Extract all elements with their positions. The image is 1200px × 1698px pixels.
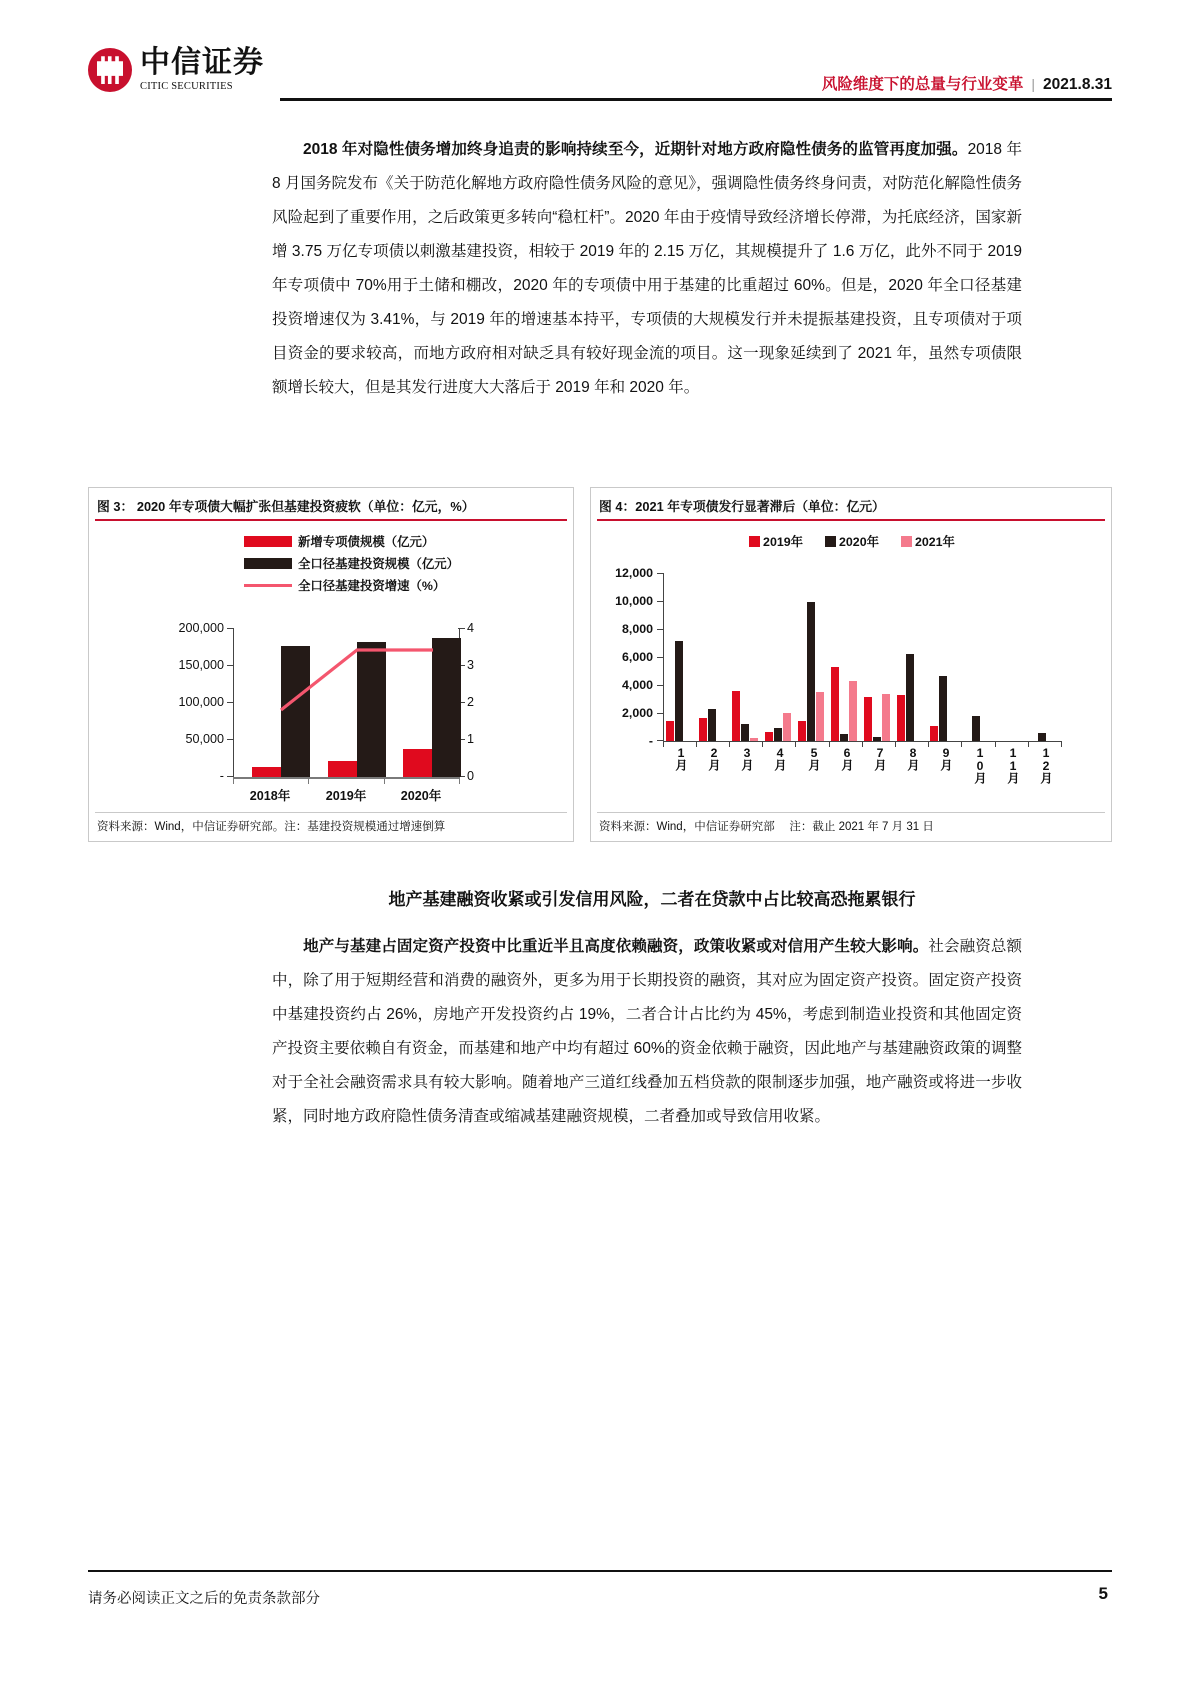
x-axis-tick [1061, 741, 1062, 747]
y-axis-label: 12,000 [615, 566, 653, 580]
bar-2021-jun [849, 681, 857, 741]
x-axis-label: 6月 [840, 746, 854, 771]
x-axis-label: 5月 [807, 746, 821, 771]
bar-2019-mar [732, 691, 740, 741]
page-number: 5 [1098, 1584, 1108, 1603]
bar-2020-apr [774, 728, 782, 741]
legend-swatch-icon [244, 536, 292, 547]
secondary-y-axis-label: 0 [467, 769, 475, 783]
header-title-group [822, 72, 1112, 94]
legend-item-2021 [901, 532, 955, 550]
y-axis-label: 100,000 [178, 695, 224, 709]
x-axis-tick [895, 741, 896, 747]
x-axis-label: 12月 [1039, 746, 1053, 784]
bar-2021-mar [750, 738, 758, 741]
bar-2020-jun [840, 734, 848, 741]
y-axis-label: 6,000 [621, 650, 653, 664]
y-axis-label: 10,000 [615, 594, 653, 608]
x-axis-tick [862, 741, 863, 747]
bar-2020-aug [906, 654, 914, 741]
bar-2020-feb [708, 709, 716, 741]
figure-3 [88, 487, 574, 842]
bar-2019-apr [765, 732, 773, 741]
x-axis-label: 9月 [939, 746, 953, 771]
y-axis-label: - [219, 769, 224, 783]
legend-label: 2021年 [914, 535, 955, 549]
x-axis-label: 4月 [773, 746, 787, 771]
bar-2019-aug [897, 695, 905, 741]
x-axis-tick [795, 741, 796, 747]
x-axis-label: 11月 [1006, 746, 1020, 784]
bar-2019-jan [666, 721, 674, 741]
legend-item-2020 [825, 532, 879, 550]
legend-item-infra-investment-growth [244, 574, 459, 596]
report-title: 风险维度下的总量与行业变革 [821, 76, 1024, 93]
legend-swatch-icon [901, 536, 912, 547]
page-header [0, 0, 1200, 120]
y-axis-label: 150,000 [178, 658, 224, 672]
logo-english-name: CITIC SECURITIES [140, 81, 233, 92]
bar-2021-apr [783, 713, 791, 741]
report-date: 2021.8.31 [1043, 76, 1112, 93]
figure-3-legend [244, 530, 459, 596]
x-axis-tick [1028, 741, 1029, 747]
figures-row [88, 487, 1112, 842]
bar-2020-jul [873, 737, 881, 741]
secondary-y-axis-label: 1 [467, 732, 475, 746]
paragraph-2 [272, 930, 1022, 1134]
paragraph-1 [272, 133, 1022, 405]
paragraph-1-body: 2018 年 8 月国务院发布《关于防范化解地方政府隐性债务风险的意见》，强调隐性债务终身问责，对防范化解隐性债务风险起到了重要作用，之后政策更多转向“稳杠杆”。2020 年由于疫情导致经济增长停滞，为托底经济，国家新增 3.75 万亿专项债以刺激基建投资，相较于 2019 年的 2.15 万亿，其规模提升了 1.6 万亿，此外不同于 2019 年专项债中 70%用于土储和棚改，2020 年的专项债中用于基建的比重超过 60%。但是，2020 年全口径基建投资增速仅为 3.41%，与 2019 年的增速基本持平，专项债的大规模发行并未提振基建投资，且专项债对于项目资金的要求较高，而地方政府相对缺乏具有较好现金流的项目。这一现象延续到了 2021 年，虽然专项债限额增长较大，但是其发行进度大大落后于 2019 年和 2020 年。 [272, 141, 1022, 396]
figure-3-caption-rule [95, 519, 567, 521]
x-axis-tick [961, 741, 962, 747]
legend-label: 全口径基建投资规模（亿元） [298, 557, 460, 571]
x-axis-tick [696, 741, 697, 747]
footer-disclaimer: 请务必阅读正文之后的免责条款部分 [88, 1591, 320, 1607]
legend-label: 全口径基建投资增速（%） [298, 579, 446, 593]
figure-4-legend [591, 532, 1113, 550]
bar-2019-feb [699, 718, 707, 741]
x-axis-tick [729, 741, 730, 747]
y-axis-label: 4,000 [621, 678, 653, 692]
secondary-y-axis-label: 2 [467, 695, 475, 709]
secondary-y-axis-label: 4 [467, 621, 475, 635]
bar-2019-sep [930, 726, 938, 741]
x-axis-label: 2月 [707, 746, 721, 771]
x-axis-tick [928, 741, 929, 747]
figure-4-plot [591, 556, 1113, 806]
x-axis-tick [762, 741, 763, 747]
bar-2019-jul [864, 697, 872, 741]
x-axis-label: 3月 [740, 746, 754, 771]
paragraph-2-body: 社会融资总额中，除了用于短期经营和消费的融资外，更多为用于长期投资的融资，其对应为固定资产投资。固定资产投资中基建投资约占 26%，房地产开发投资约占 19%，二者合计占比约为 45%，考虑到制造业投资和其他固定资产投资主要依赖自有资金，而基建和地产中均有超过 60%的资金依赖于融资，因此地产与基建融资政策的调整对于全社会融资需求具有较大影响。随着地产三道红线叠加五档贷款的限制逐步加强，地产融资或将进一步收紧，同时地方政府隐性债务清查或缩减基建融资规模，二者叠加或导致信用收紧。 [272, 938, 1022, 1125]
x-axis-label: 10月 [973, 746, 987, 784]
paragraph-1-lead: 2018 年对隐性债务增加终身追责的影响持续至今，近期针对地方政府隐性债务的监管再度加强。 [303, 141, 968, 158]
y-axis-label: 200,000 [178, 621, 224, 635]
figure-4-source: 资料来源：Wind，中信证券研究部 注：截止 2021 年 7 月 31 日 [599, 821, 934, 833]
footer-divider [88, 1570, 1112, 1572]
growth-rate-line [89, 613, 575, 803]
x-axis-tick [995, 741, 996, 747]
y-axis-label: 8,000 [621, 622, 653, 636]
legend-item-new-special-bonds [244, 530, 459, 552]
legend-label: 新增专项债规模（亿元） [298, 535, 435, 549]
figure-3-source-rule [95, 812, 567, 813]
figure-3-source: 资料来源：Wind，中信证券研究部。注：基建投资规模通过增速倒算 [97, 821, 446, 833]
legend-swatch-icon [244, 558, 292, 569]
bars-area [663, 573, 1061, 741]
bar-2019-jun [831, 667, 839, 741]
figure-3-caption: 图 3： 2020 年专项债大幅扩张但基建投资疲软（单位：亿元，%） [97, 499, 475, 514]
logo-text [140, 48, 264, 93]
figure-4-source-rule [597, 812, 1105, 813]
paragraph-2-lead: 地产与基建占固定资产投资中比重近半且高度依赖融资，政策收紧或对信用产生较大影响。 [303, 938, 929, 955]
bar-2020-mar [741, 724, 749, 741]
y-axis-label: 2,000 [621, 706, 653, 720]
bar-2020-may [807, 602, 815, 741]
bar-2021-jul [882, 694, 890, 741]
bar-2021-may [816, 692, 824, 741]
paragraph-2-container [272, 930, 1022, 1134]
x-axis-tick [663, 741, 664, 747]
figure-3-plot [89, 613, 575, 803]
secondary-y-axis-label: 3 [467, 658, 475, 672]
legend-line-icon [244, 584, 292, 587]
bar-2020-sep [939, 676, 947, 741]
y-axis-label: 50,000 [185, 732, 224, 746]
legend-label: 2020年 [839, 535, 879, 549]
header-separator: | [1031, 76, 1036, 92]
x-axis-label: 2019年 [325, 789, 367, 803]
x-axis-label: 8月 [906, 746, 920, 771]
legend-swatch-icon [749, 536, 760, 547]
bar-2020-oct [972, 716, 980, 741]
legend-item-infra-investment-scale [244, 552, 459, 574]
x-axis-label: 2018年 [249, 789, 291, 803]
bar-2019-may [798, 721, 806, 741]
x-axis-label: 1月 [674, 746, 688, 771]
figure-4-caption: 图 4：2021 年专项债发行显著滞后（单位：亿元） [599, 499, 885, 514]
bar-2020-dec [1038, 733, 1046, 741]
citic-securities-logo [88, 48, 264, 93]
bar-2020-jan [675, 641, 683, 741]
paragraph-1-container [272, 133, 1022, 405]
legend-label: 2019年 [763, 535, 804, 549]
x-axis-label: 7月 [873, 746, 887, 771]
logo-chinese-name: 中信证券 [140, 46, 264, 79]
y-axis-label: - [648, 734, 653, 748]
citic-logo-icon [88, 48, 132, 92]
x-axis-tick [829, 741, 830, 747]
legend-item-2019 [749, 532, 803, 550]
section-heading: 地产基建融资收紧或引发信用风险，二者在贷款中占比较高恐拖累银行 [388, 890, 916, 909]
figure-4-caption-rule [597, 519, 1105, 521]
figure-4 [590, 487, 1112, 842]
legend-swatch-icon [825, 536, 836, 547]
header-divider [280, 98, 1112, 101]
x-axis-label: 2020年 [400, 789, 442, 803]
